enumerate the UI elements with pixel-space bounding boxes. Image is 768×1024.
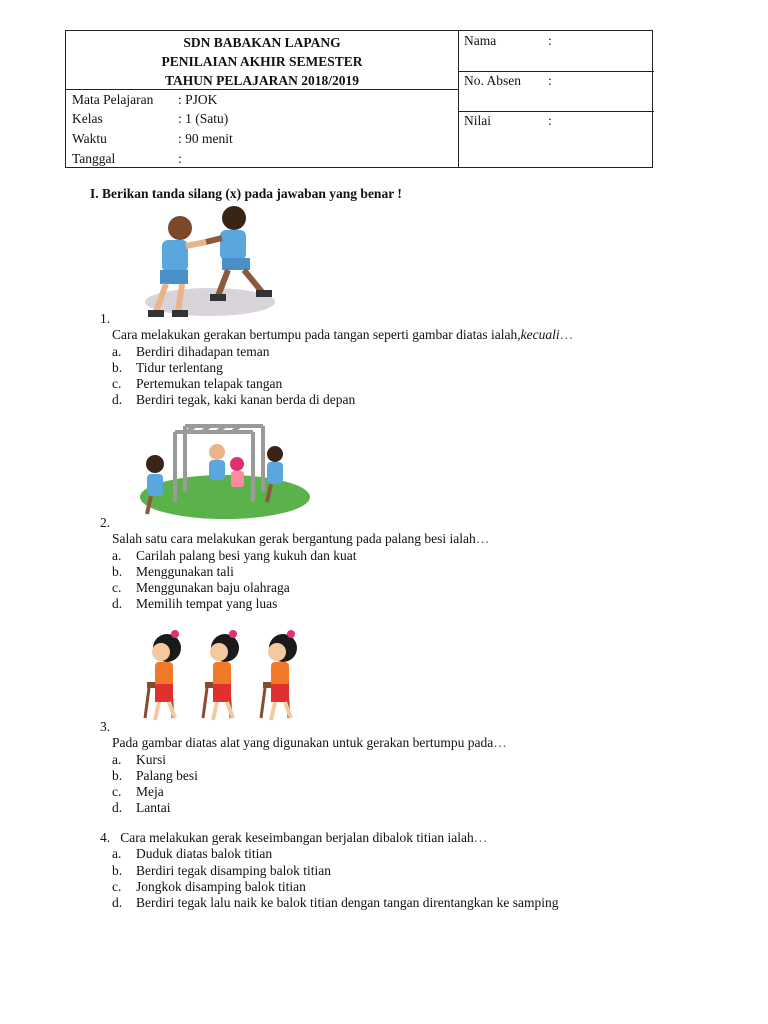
- info-row-class: [72, 109, 228, 128]
- answer-option[interactable]: [100, 879, 559, 895]
- name-label: Nama: [464, 33, 497, 48]
- option-letter: c.: [112, 580, 122, 596]
- answer-option[interactable]: [100, 596, 489, 612]
- info-label: Tanggal: [72, 151, 116, 166]
- info-value: : PJOK: [178, 92, 218, 107]
- ellipsis: …: [493, 735, 507, 751]
- monkey-bars-illustration: [135, 422, 310, 522]
- answer-option[interactable]: [100, 344, 573, 360]
- answer-option[interactable]: [100, 846, 559, 862]
- stem-text: Cara melakukan gerakan bertumpu pada tangan seperti gambar diatas ialah,: [112, 327, 521, 343]
- option-letter: d.: [112, 800, 123, 816]
- option-letter: a.: [112, 846, 122, 862]
- option-text: Pertemukan telapak tangan: [136, 376, 283, 392]
- info-value: : 1 (Satu): [178, 111, 229, 126]
- option-letter: d.: [112, 596, 123, 612]
- option-text: Berdiri dihadapan teman: [136, 343, 270, 359]
- answer-option[interactable]: [100, 548, 489, 564]
- question-4: [100, 830, 559, 911]
- question-number: 2.: [100, 515, 111, 530]
- question-stem: [100, 735, 507, 751]
- answer-option[interactable]: [100, 863, 559, 879]
- ellipsis: …: [559, 327, 574, 343]
- score-colon: :: [548, 113, 552, 128]
- girl-figure-3: [261, 630, 297, 720]
- absen-field[interactable]: [458, 71, 654, 112]
- answer-option[interactable]: [100, 800, 507, 816]
- option-text: Berdiri tegak disamping balok titian: [136, 862, 331, 878]
- question-1: [100, 311, 573, 409]
- option-letter: c.: [112, 878, 122, 894]
- option-text: Jongkok disamping balok titian: [136, 878, 306, 894]
- header-right-section: [458, 31, 654, 167]
- option-letter: b.: [112, 862, 123, 878]
- option-letter: b.: [112, 767, 123, 783]
- option-letter: d.: [112, 392, 123, 408]
- answer-option[interactable]: [100, 392, 573, 408]
- stem-italic: kecuali: [520, 327, 560, 343]
- stem-text: Salah satu cara melakukan gerak bergantung pada palang besi ialah: [112, 531, 476, 547]
- answer-option[interactable]: [100, 895, 559, 911]
- girl-figure-2: [203, 630, 239, 720]
- stem-text: Pada gambar diatas alat yang digunakan untuk gerakan bertumpu pada: [112, 735, 494, 751]
- option-text: Palang besi: [136, 767, 198, 783]
- question-2: [100, 515, 489, 613]
- info-value: : 90 menit: [178, 131, 233, 146]
- option-text: Kursi: [136, 751, 166, 767]
- girl-figure-1: [145, 630, 181, 720]
- score-label: Nilai: [464, 113, 491, 128]
- option-text: Menggunakan tali: [136, 563, 234, 579]
- info-row-date: [72, 149, 182, 168]
- option-letter: c.: [112, 376, 122, 392]
- question-number: 4.: [100, 830, 111, 845]
- option-text: Duduk diatas balok titian: [136, 846, 273, 862]
- option-text: Berdiri tegak lalu naik ke balok titian dengan tangan direntangkan ke samping: [136, 895, 559, 911]
- info-value: :: [178, 151, 182, 166]
- answer-option[interactable]: [100, 564, 489, 580]
- option-letter: b.: [112, 563, 123, 579]
- absen-colon: :: [548, 73, 552, 88]
- info-row-subject: [72, 90, 217, 109]
- stem-text: Cara melakukan gerak keseimbangan berjalan dibalok titian ialah: [120, 830, 474, 845]
- question-3: [100, 719, 507, 817]
- pushing-boys-illustration: [140, 200, 280, 322]
- question-number: 1.: [100, 311, 111, 326]
- option-text: Carilah palang besi yang kukuh dan kuat: [136, 547, 357, 563]
- exam-header-table: [65, 30, 653, 168]
- answer-option[interactable]: [100, 580, 489, 596]
- info-label: Waktu: [72, 131, 107, 146]
- school-name: SDN BABAKAN LAPANG: [183, 35, 341, 50]
- question-number: 3.: [100, 719, 111, 734]
- instruction-heading: I. Berikan tanda silang (x) pada jawaban yang benar !: [90, 186, 402, 201]
- option-letter: a.: [112, 343, 122, 359]
- answer-option[interactable]: [100, 376, 573, 392]
- exam-name: PENILAIAN AKHIR SEMESTER: [161, 54, 363, 69]
- question-stem: [100, 327, 573, 343]
- answer-option[interactable]: [100, 360, 573, 376]
- header-title-block: [66, 31, 458, 90]
- option-text: Berdiri tegak, kaki kanan berda di depan: [136, 392, 356, 408]
- option-text: Lantai: [136, 800, 171, 816]
- info-label: Kelas: [72, 111, 103, 126]
- name-colon: :: [548, 33, 552, 48]
- score-field[interactable]: [458, 111, 654, 167]
- name-field[interactable]: [458, 31, 654, 72]
- question-stem: [100, 531, 489, 547]
- question-stem: [100, 830, 559, 846]
- option-letter: a.: [112, 547, 122, 563]
- option-letter: c.: [112, 784, 122, 800]
- answer-option[interactable]: [100, 752, 507, 768]
- academic-year: TAHUN PELAJARAN 2018/2019: [164, 73, 359, 88]
- ellipsis: …: [473, 830, 488, 845]
- info-row-time: [72, 129, 233, 148]
- option-letter: a.: [112, 751, 122, 767]
- header-left-section: [66, 31, 459, 167]
- info-label: Mata Pelajaran: [72, 92, 154, 107]
- option-letter: d.: [112, 895, 123, 911]
- option-text: Memilih tempat yang luas: [136, 596, 278, 612]
- option-letter: b.: [112, 359, 123, 375]
- girls-chairs-illustration: [125, 626, 305, 724]
- option-text: Menggunakan baju olahraga: [136, 580, 290, 596]
- option-text: Meja: [136, 784, 164, 800]
- answer-option[interactable]: [100, 768, 507, 784]
- ellipsis: …: [475, 531, 490, 547]
- option-text: Tidur terlentang: [136, 359, 223, 375]
- answer-option[interactable]: [100, 784, 507, 800]
- absen-label: No. Absen: [464, 73, 521, 88]
